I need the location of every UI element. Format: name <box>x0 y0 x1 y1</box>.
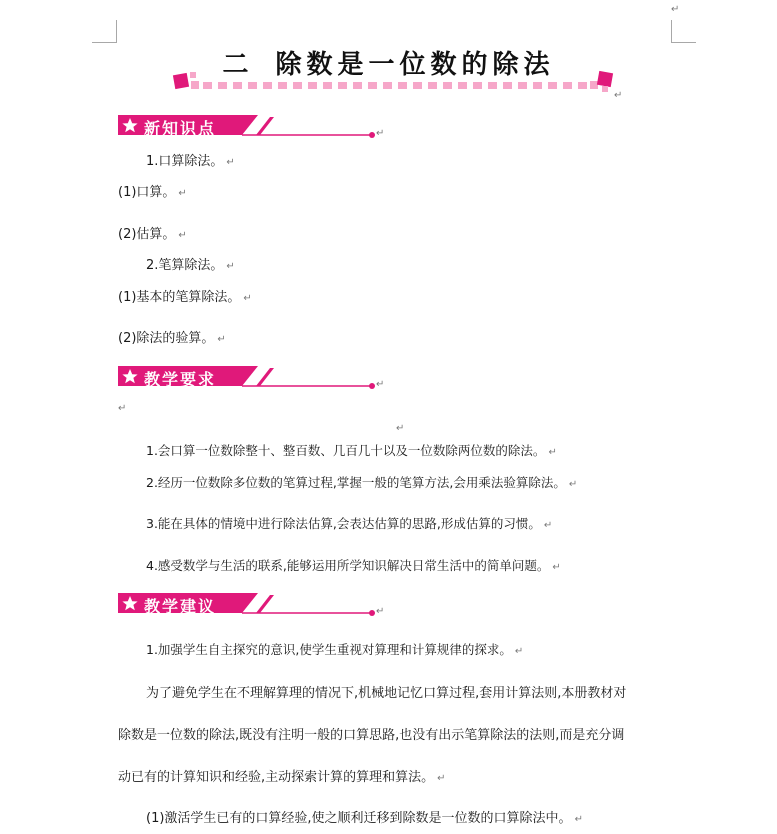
paragraph-mark: ↵ <box>614 90 623 101</box>
heading-underline-dot <box>369 383 375 389</box>
title-decoration-dashes <box>203 82 587 89</box>
knowledge-item-5: (1)基本的笔算除法。 ↵ <box>118 290 252 305</box>
section-heading-label: 教学要求 <box>144 370 217 389</box>
paragraph-mark: ↵ <box>376 128 385 139</box>
paragraph-mark: ↵ <box>376 379 385 390</box>
knowledge-item-6: (2)除法的验算。 ↵ <box>118 331 226 346</box>
suggestion-paragraph-line-3: 动已有的计算知识和经验,主动探索计算的算理和算法。 ↵ <box>118 770 446 785</box>
requirement-item-2: 2.经历一位数除多位数的笔算过程,掌握一般的笔算方法,会用乘法验算除法。 ↵ <box>146 475 578 490</box>
suggestion-item-2: (1)激活学生已有的口算经验,使之顺利迁移到除数是一位数的口算除法中。 ↵ <box>146 811 583 826</box>
paragraph-mark: ↵ <box>376 606 385 617</box>
section-heading-suggestions <box>118 593 388 619</box>
paragraph-mark: ↵ <box>118 403 127 414</box>
title-decoration-right-squares <box>590 71 613 92</box>
knowledge-item-1: 1.口算除法。 ↵ <box>146 154 235 169</box>
corner-mark-top-right <box>671 20 696 43</box>
suggestion-paragraph-line-1: 为了避免学生在不理解算理的情况下,机械地记忆口算过程,套用计算法则,本册教材对 <box>146 686 627 701</box>
title-text: 除数是一位数的除法 <box>275 50 555 80</box>
title-decoration-left-squares <box>173 72 199 89</box>
paragraph-mark: ↵ <box>396 423 405 434</box>
knowledge-item-2: (1)口算。 ↵ <box>118 185 187 200</box>
section-heading-label: 新知识点 <box>144 119 217 138</box>
title-decoration-bar <box>0 68 777 98</box>
knowledge-item-4: 2.笔算除法。 ↵ <box>146 258 235 273</box>
requirement-item-4: 4.感受数学与生活的联系,能够运用所学知识解决日常生活中的简单问题。 ↵ <box>146 558 561 573</box>
knowledge-item-3: (2)估算。 ↵ <box>118 227 187 242</box>
heading-underline-dot <box>369 132 375 138</box>
requirement-item-1: 1.会口算一位数除整十、整百数、几百几十以及一位数除两位数的除法。 ↵ <box>146 443 557 458</box>
corner-mark-top-left <box>92 20 117 43</box>
suggestion-item-1: 1.加强学生自主探究的意识,使学生重视对算理和计算规律的探求。 ↵ <box>146 642 524 657</box>
heading-underline-dot <box>369 610 375 616</box>
paragraph-mark: ↵ <box>671 4 680 15</box>
suggestion-paragraph-line-2: 除数是一位数的除法,既没有注明一般的口算思路,也没有出示笔算除法的法则,而是充分调 <box>118 728 625 743</box>
title-number: 二 <box>222 50 254 80</box>
section-heading-requirements <box>118 366 388 392</box>
requirement-item-3: 3.能在具体的情境中进行除法估算,会表达估算的思路,形成估算的习惯。 ↵ <box>146 516 553 531</box>
section-heading-knowledge <box>118 115 388 141</box>
section-heading-label: 教学建议 <box>144 597 217 616</box>
